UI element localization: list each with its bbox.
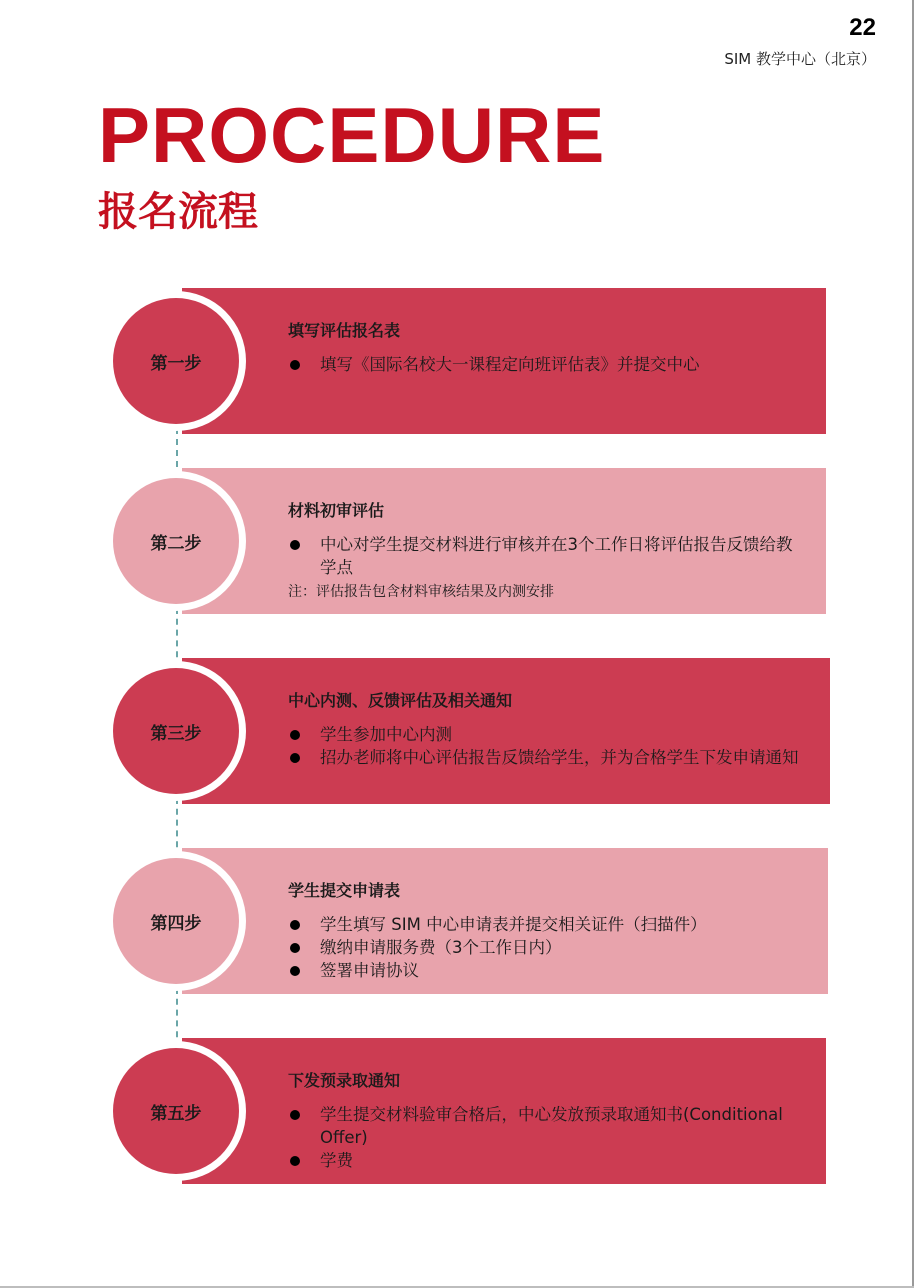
step-circle bbox=[113, 298, 239, 424]
step-title: 中心内测、反馈评估及相关通知 bbox=[288, 691, 513, 710]
step-bullets bbox=[288, 533, 808, 579]
step-title: 填写评估报名表 bbox=[288, 321, 401, 340]
bullet-dot-icon bbox=[290, 730, 300, 740]
step-content bbox=[288, 1068, 808, 1172]
bullet-item bbox=[288, 936, 808, 959]
step-title: 下发预录取通知 bbox=[288, 1071, 401, 1090]
step-1 bbox=[0, 288, 914, 434]
step-title: 材料初审评估 bbox=[288, 501, 385, 520]
bullet-item bbox=[288, 1103, 808, 1149]
step-circle bbox=[113, 1048, 239, 1174]
step-label: 第三步 bbox=[150, 723, 202, 744]
bullet-dot-icon bbox=[290, 966, 300, 976]
step-content bbox=[288, 688, 808, 769]
bullet-item bbox=[288, 533, 808, 579]
bullet-text: 学生填写 SIM 中心申请表并提交相关证件（扫描件） bbox=[320, 915, 707, 934]
step-4 bbox=[0, 848, 914, 994]
page-number: 22 bbox=[849, 14, 876, 41]
step-content bbox=[288, 498, 808, 601]
bullet-item bbox=[288, 913, 808, 936]
bullet-text: 缴纳申请服务费（3个工作日内） bbox=[320, 938, 562, 957]
page-subtitle: 报名流程 bbox=[98, 189, 258, 235]
step-5 bbox=[0, 1038, 914, 1184]
step-bullets bbox=[288, 1103, 808, 1172]
bullet-dot-icon bbox=[290, 1110, 300, 1120]
bullet-text: 学生参加中心内测 bbox=[320, 725, 452, 744]
bullet-text: 招办老师将中心评估报告反馈给学生，并为合格学生下发申请通知 bbox=[320, 748, 799, 767]
step-content bbox=[288, 878, 808, 982]
page-title: PROCEDURE bbox=[98, 91, 606, 179]
bullet-dot-icon bbox=[290, 920, 300, 930]
step-label: 第四步 bbox=[150, 913, 202, 934]
step-label: 第一步 bbox=[150, 353, 202, 374]
step-circle bbox=[113, 478, 239, 604]
bullet-text: 填写《国际名校大一课程定向班评估表》并提交中心 bbox=[320, 355, 700, 374]
step-circle bbox=[113, 668, 239, 794]
bullet-item bbox=[288, 353, 808, 376]
header-org: SIM 教学中心（北京） bbox=[724, 50, 876, 68]
step-bullets bbox=[288, 913, 808, 982]
bullet-text: 学生提交材料验审合格后，中心发放预录取通知书(Conditional Offer) bbox=[320, 1105, 783, 1147]
bullet-dot-icon bbox=[290, 1156, 300, 1166]
bullet-dot-icon bbox=[290, 540, 300, 550]
bullet-text: 签署申请协议 bbox=[320, 961, 419, 980]
step-circle bbox=[113, 858, 239, 984]
bullet-dot-icon bbox=[290, 753, 300, 763]
bullet-item bbox=[288, 723, 808, 746]
step-label: 第二步 bbox=[150, 533, 202, 554]
step-note: 注：评估报告包含材料审核结果及内测安排 bbox=[288, 584, 554, 600]
bullet-dot-icon bbox=[290, 943, 300, 953]
bullet-item bbox=[288, 959, 808, 982]
step-content bbox=[288, 318, 808, 376]
bullet-text: 学费 bbox=[320, 1151, 353, 1170]
step-bullets bbox=[288, 723, 808, 769]
step-3 bbox=[0, 658, 914, 804]
step-2 bbox=[0, 468, 914, 614]
step-title: 学生提交申请表 bbox=[288, 881, 401, 900]
bullet-item bbox=[288, 1149, 808, 1172]
step-bullets bbox=[288, 353, 808, 376]
step-label: 第五步 bbox=[150, 1103, 202, 1124]
bullet-text: 中心对学生提交材料进行审核并在3个工作日将评估报告反馈给教学点 bbox=[320, 535, 793, 577]
bullet-item bbox=[288, 746, 808, 769]
bullet-dot-icon bbox=[290, 360, 300, 370]
